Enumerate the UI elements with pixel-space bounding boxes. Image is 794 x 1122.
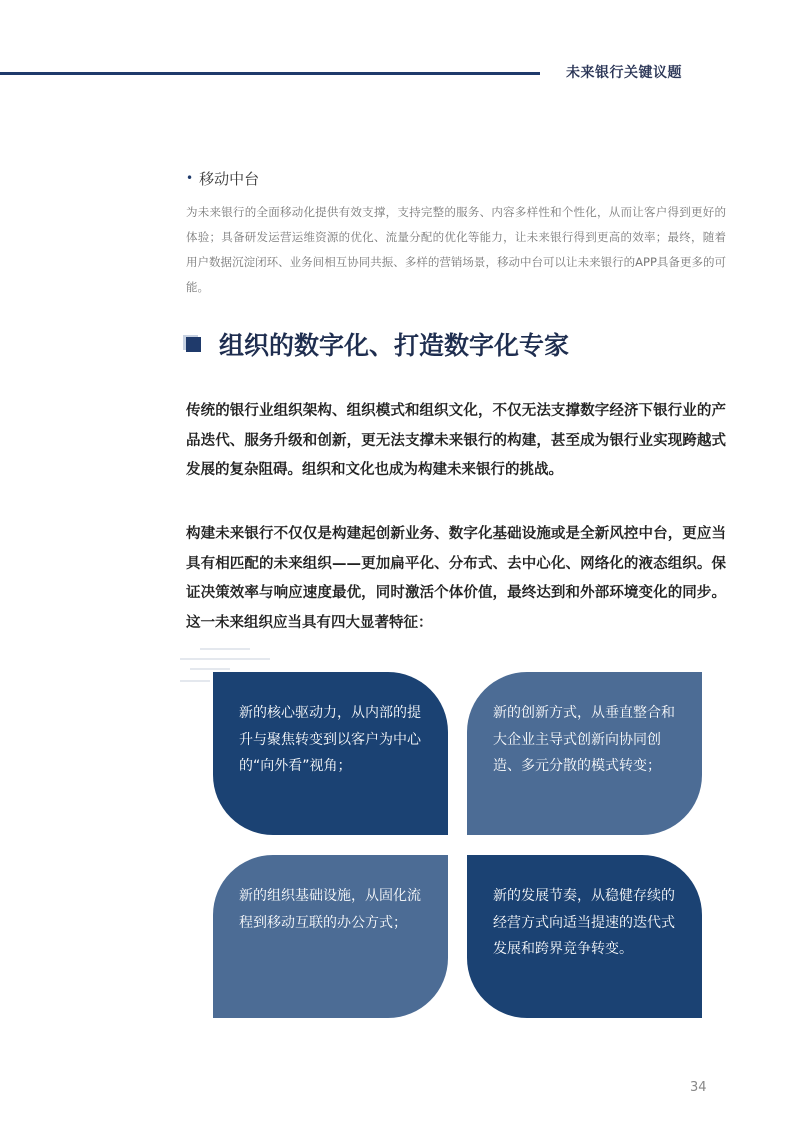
header-rule bbox=[0, 72, 540, 75]
square-bullet-icon bbox=[186, 337, 201, 352]
feature-card-innovation bbox=[467, 672, 702, 835]
feature-card-pace bbox=[467, 855, 702, 1018]
feature-card-infrastructure bbox=[213, 855, 448, 1018]
feature-text: 新的组织基础设施，从固化流程到移动互联的办公方式； bbox=[239, 888, 421, 931]
subsection-title: 移动中台 bbox=[199, 170, 260, 188]
feature-text: 新的创新方式，从垂直整合和大企业主导式创新向协同创造、多元分散的模式转变； bbox=[493, 705, 675, 774]
paragraph-2: 构建未来银行不仅仅是构建起创新业务、数字化基础设施或是全新风控中台，更应当具有相匹配的未来组织——更加扁平化、分布式、去中心化、网络化的液态组织。保证决策效率与响应速度最优，同时激活个体价值，最终达到和外部环境变化的同步。这一未来组织应当具有四大显著特征： bbox=[186, 526, 726, 631]
feature-text: 新的发展节奏，从稳健存续的经营方式向适当提速的迭代式发展和跨界竞争转变。 bbox=[493, 888, 675, 957]
section-title: 组织的数字化、打造数字化专家 bbox=[219, 331, 570, 360]
feature-card-core-driver bbox=[213, 672, 448, 835]
running-header-title: 未来银行关键议题 bbox=[566, 65, 682, 81]
section-heading bbox=[186, 326, 569, 362]
feature-text: 新的核心驱动力，从内部的提升与聚焦转变到以客户为中心的“向外看”视角； bbox=[239, 705, 421, 774]
subsection-heading bbox=[186, 168, 259, 189]
subsection-body: 为未来银行的全面移动化提供有效支撑，支持完整的服务、内容多样性和个性化，从而让客户得到更好的体验；具备研发运营运维资源的优化、流量分配的优化等能力，让未来银行得到更高的效率；最终，随着用户数据沉淀闭环、业务间相互协同共振、多样的营销场景，移动中台可以让未来银行的APP具备更多的可能。 bbox=[186, 205, 726, 294]
bullet-icon: • bbox=[186, 171, 194, 185]
paragraph-1: 传统的银行业组织架构、组织模式和组织文化，不仅无法支撑数字经济下银行业的产品迭代、服务升级和创新，更无法支撑未来银行的构建，甚至成为银行业实现跨越式发展的复杂阻碍。组织和文化也成为构建未来银行的挑战。 bbox=[186, 403, 726, 478]
page-number: 34 bbox=[690, 1080, 707, 1095]
